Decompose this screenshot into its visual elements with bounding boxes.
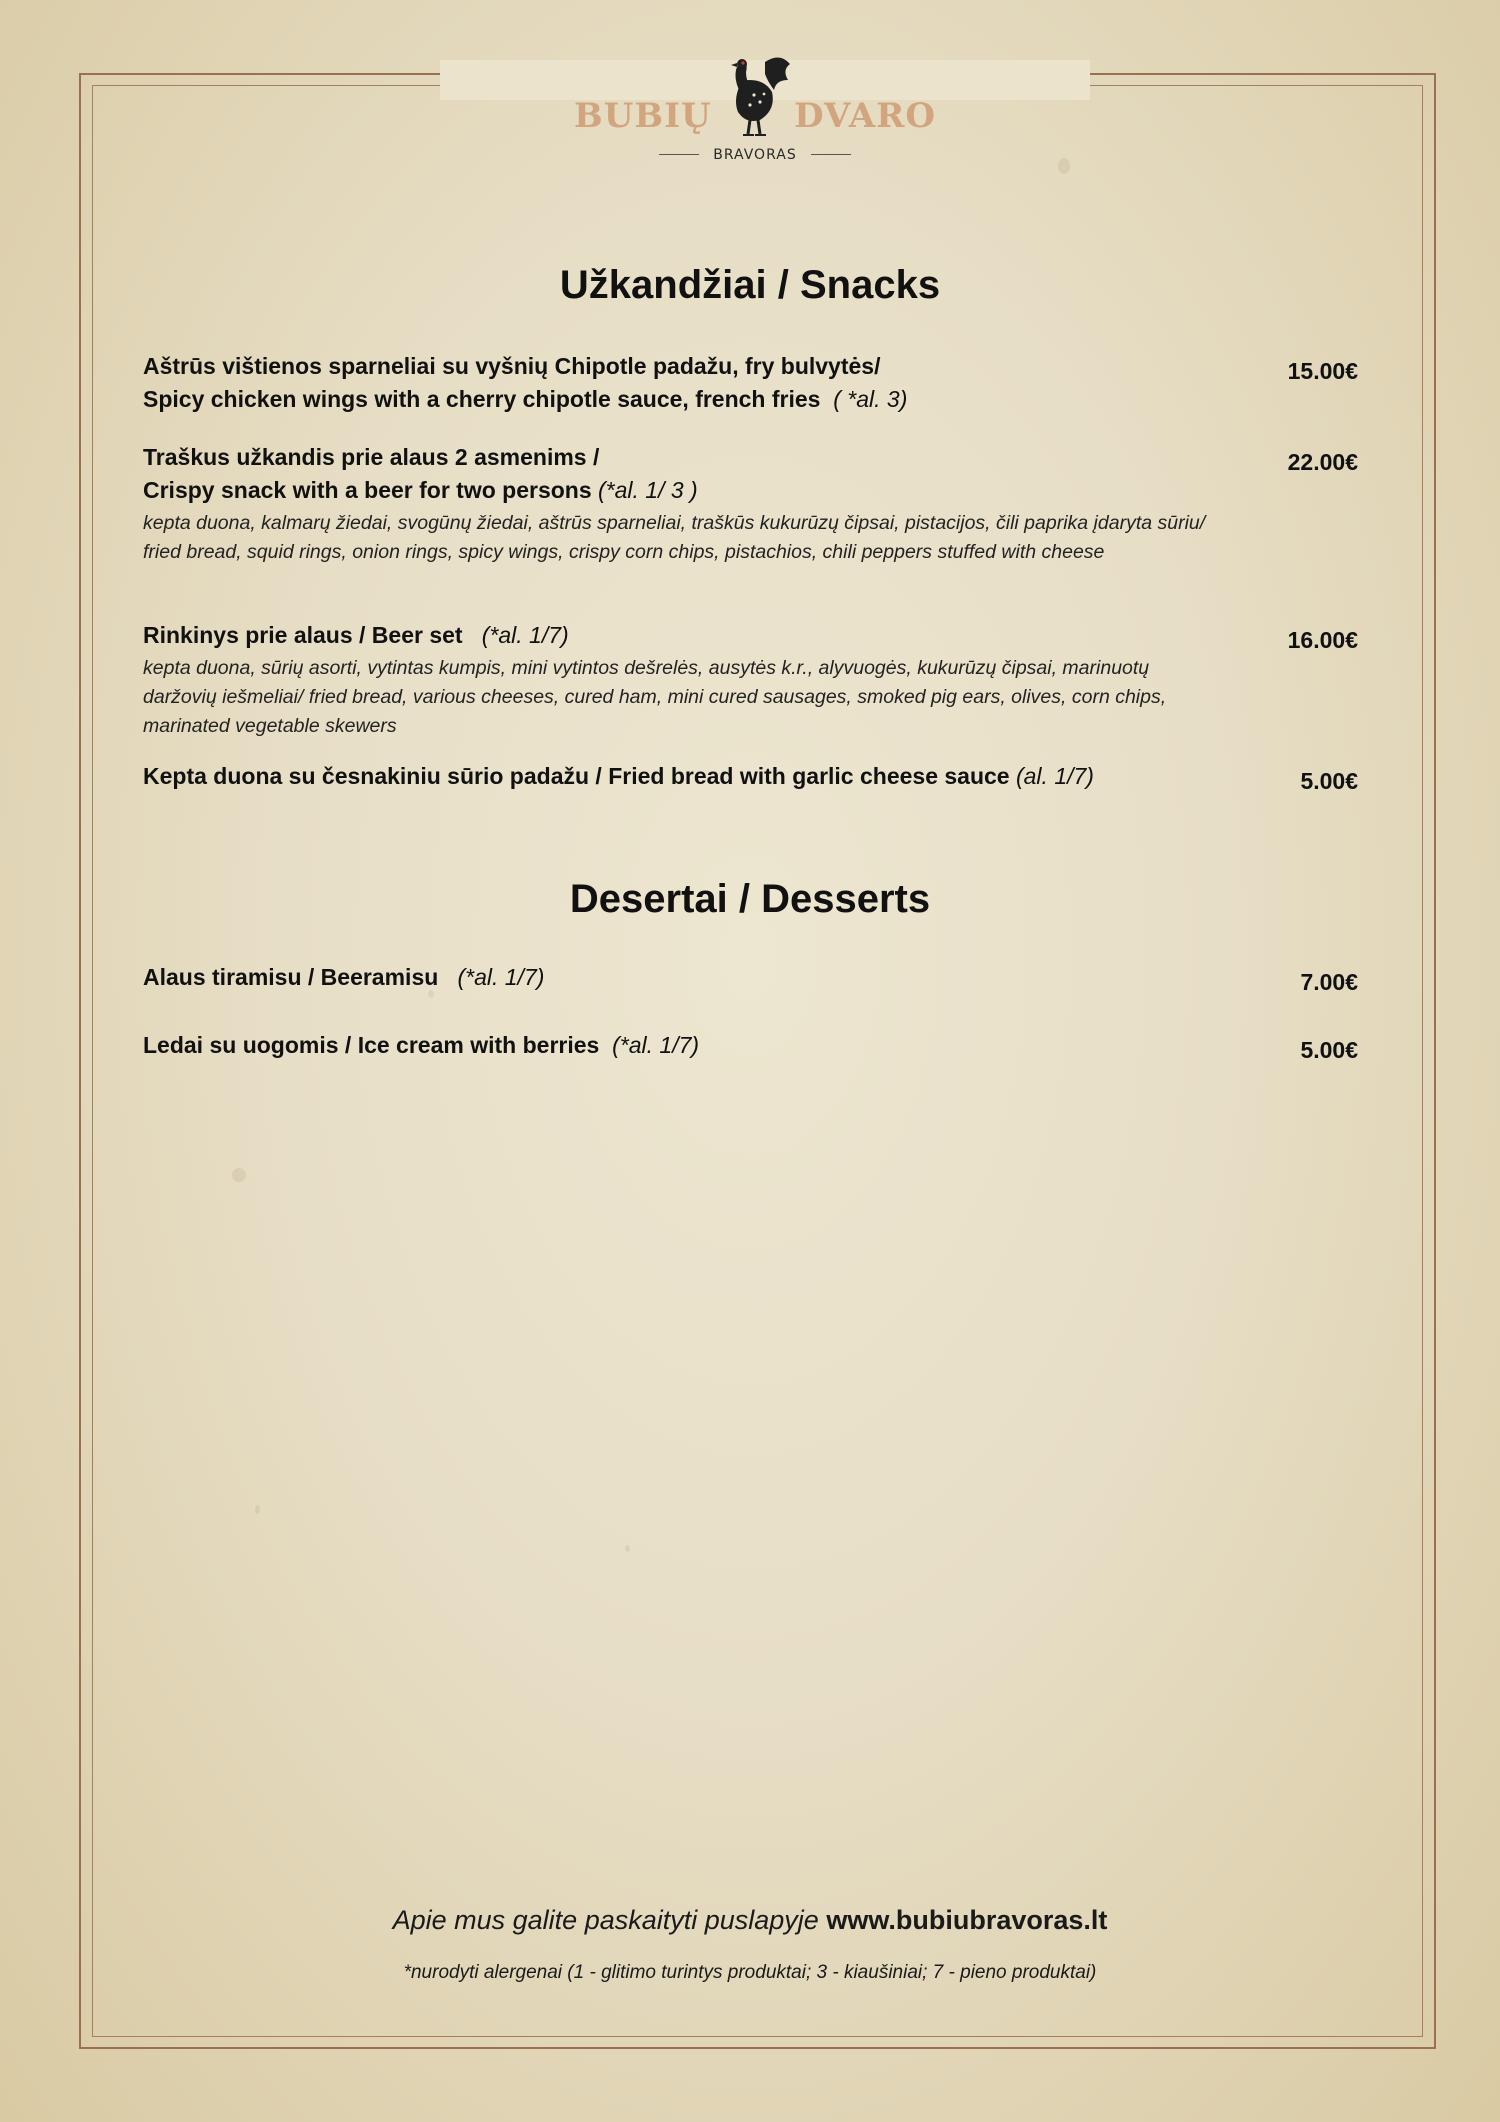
- logo-subtitle: [560, 146, 950, 164]
- item-allergen: ( *al. 3): [833, 386, 908, 412]
- item-price: 15.00€: [1287, 358, 1358, 384]
- item-name-line: Kepta duona su česnakiniu sūrio padažu / Fried bread with garlic cheese sauce: [143, 763, 1010, 789]
- item-name: [143, 619, 1203, 652]
- item-name: [143, 441, 1203, 507]
- item-allergen: (*al. 1/7): [457, 964, 545, 990]
- item-name: [143, 961, 1203, 994]
- footer-lead: Apie mus galite paskaityti puslapyje: [392, 1905, 819, 1935]
- item-name-line: Crispy snack with a beer for two persons: [143, 477, 592, 503]
- logo-rule-right: [811, 154, 851, 155]
- menu-item-ice-cream: [143, 1029, 1358, 1062]
- item-name-line: Rinkinys prie alaus / Beer set: [143, 622, 463, 648]
- item-allergen: (*al. 1/ 3 ): [598, 477, 698, 503]
- menu-item-crispy-snack: [143, 441, 1358, 567]
- item-name: [143, 350, 1203, 416]
- snacks-title: Užkandžiai / Snacks: [559, 263, 941, 307]
- menu-item-beer-set: [143, 619, 1358, 741]
- item-name-line: Ledai su uogomis / Ice cream with berries: [143, 1032, 600, 1058]
- logo-word-left: BUBIŲ: [574, 96, 712, 136]
- item-price: 5.00€: [1300, 1037, 1358, 1063]
- desserts-title: Desertai / Desserts: [569, 877, 931, 921]
- item-description: kepta duona, sūrių asorti, vytintas kumpis, mini vytintos dešrelės, ausytės k.r., alyvuogės, kukurūzų čipsai, marinuotų daržovių iešmeliai/ fried bread, various cheeses, cured ham, mini cured sausages, smoked pig ears, olives, corn chips, marinated vegetable skewers: [143, 657, 1167, 737]
- website-link[interactable]: www.bubiubravoras.lt: [826, 1905, 1108, 1935]
- item-allergen: (al. 1/7): [1015, 763, 1094, 789]
- item-price: 16.00€: [1287, 627, 1358, 653]
- item-name: [143, 1029, 1203, 1062]
- item-name-line: Aštrūs vištienos sparneliai su vyšnių Chipotle padažu, fry bulvytės/: [143, 353, 881, 379]
- item-price: 22.00€: [1287, 449, 1358, 475]
- item-name: [143, 760, 1203, 793]
- menu-item-fried-bread: [143, 760, 1358, 793]
- allergen-note: *nurodyti alergenai (1 - glitimo turintys produktai; 3 - kiaušiniai; 7 - pieno produktai): [403, 1962, 1097, 1983]
- item-name-line: Alaus tiramisu / Beeramisu: [143, 964, 439, 990]
- logo-rule-left: [659, 154, 699, 155]
- item-allergen: (*al. 1/7): [612, 1032, 700, 1058]
- grouse-icon: [710, 50, 800, 140]
- item-name-line: Spicy chicken wings with a cherry chipotle sauce, french fries: [143, 386, 821, 412]
- item-price: 5.00€: [1300, 768, 1358, 794]
- item-price: 7.00€: [1300, 969, 1358, 995]
- item-name-line: Traškus užkandis prie alaus 2 asmenims /: [143, 444, 600, 470]
- footer-website-line: [0, 1905, 1500, 1936]
- logo-sub-text: BRAVORAS: [713, 147, 797, 163]
- item-allergen: (*al. 1/7): [481, 622, 569, 648]
- logo-word-right: DVARO: [794, 96, 936, 136]
- item-description: kepta duona, kalmarų žiedai, svogūnų žiedai, aštrūs sparneliai, traškūs kukurūzų čipsai, pistacijos, čili paprika įdaryta sūriu/ fried bread, squid rings, onion rings, spicy wings, crispy corn chips, pistachios, chili peppers stuffed with cheese: [143, 512, 1206, 563]
- menu-item-chicken-wings: [143, 350, 1358, 416]
- brand-logo: [560, 50, 950, 175]
- menu-item-beeramisu: [143, 961, 1358, 994]
